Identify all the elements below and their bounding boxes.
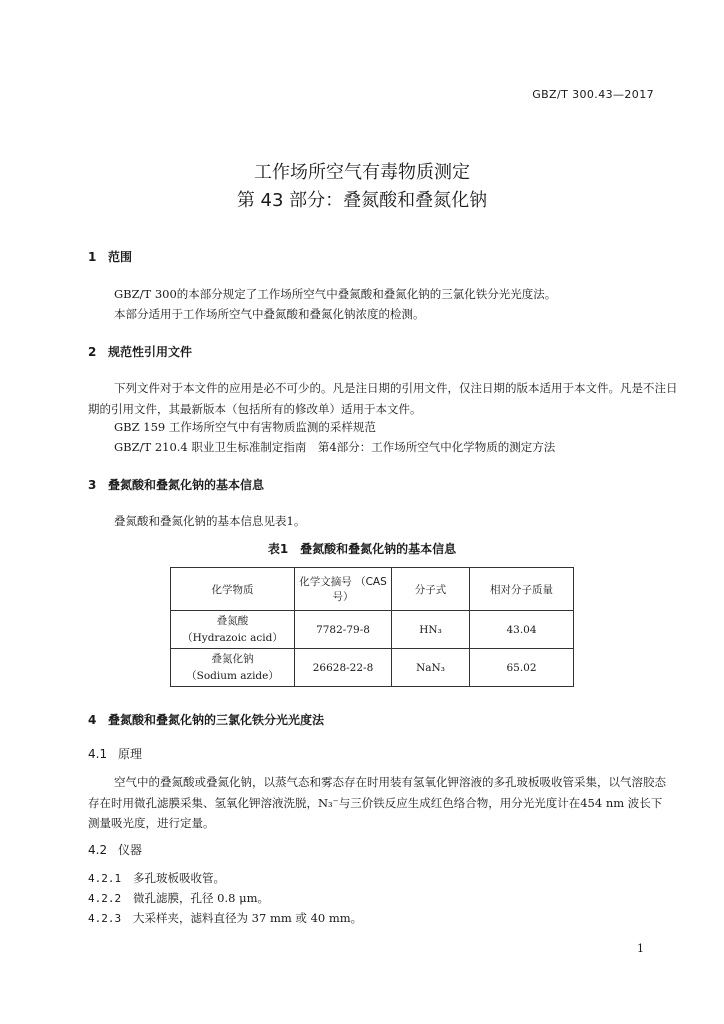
list-item — [88, 890, 269, 906]
item-text: 大采样夹，滤料直径为 37 mm 或 40 mm。 — [133, 911, 363, 925]
item-number: 4.2.2 — [88, 892, 122, 905]
section-number: 3 — [88, 478, 97, 492]
table-cell: 26628-22-8 — [295, 649, 392, 687]
table-caption: 表1 叠氮酸和叠氮化钠的基本信息 — [267, 542, 457, 556]
chemical-name-en: （Sodium azide） — [186, 669, 279, 682]
table-cell: 43.04 — [470, 611, 574, 649]
table-row — [171, 611, 574, 649]
subsection-title: 原理 — [118, 747, 143, 761]
item-number: 4.2.3 — [88, 912, 122, 925]
paragraph: 下列文件对于本文件的应用是必不可少的。凡是注日期的引用文件，仅注日期的版本适用于本文件。凡是不注日期的引用文件，其最新版本（包括所有的修改单）适用于本文件。 — [88, 381, 678, 416]
chemical-name-cn: 叠氮酸 — [216, 614, 249, 627]
section-4-heading — [88, 711, 324, 728]
table-cell — [171, 611, 295, 649]
header-line: 化学文摘号 — [299, 576, 352, 588]
section-title: 范围 — [108, 250, 133, 264]
document-subtitle: 第 43 部分：叠氮酸和叠氮化钠 — [236, 190, 488, 211]
header-cell — [295, 568, 392, 611]
header-line: （CAS号） — [332, 576, 387, 603]
section-2-heading — [88, 343, 192, 360]
section-number: 4 — [88, 713, 97, 727]
table-cell: HN₃ — [392, 611, 470, 649]
subsection-title: 仪器 — [118, 843, 143, 857]
section-title: 规范性引用文件 — [108, 345, 193, 359]
header-cell: 相对分子质量 — [470, 568, 574, 611]
table-cell: 7782-79-8 — [295, 611, 392, 649]
table-row — [171, 649, 574, 687]
subsection-4-2-heading — [88, 841, 142, 858]
section-title: 叠氮酸和叠氮化钠的基本信息 — [108, 478, 265, 492]
section-title: 叠氮酸和叠氮化钠的三氯化铁分光光度法 — [108, 713, 325, 727]
reference-item: GBZ 159 工作场所空气中有害物质监测的采样规范 — [114, 420, 376, 434]
section-3-heading — [88, 476, 264, 493]
item-number: 4.2.1 — [88, 872, 122, 885]
header-cell: 化学物质 — [171, 568, 295, 611]
chemical-name-en: （Hydrazoic acid） — [182, 631, 283, 644]
section-number: 2 — [88, 345, 97, 359]
chemical-name-cn: 叠氮化钠 — [211, 652, 254, 665]
list-item — [88, 910, 362, 926]
table-cell — [171, 649, 295, 687]
subsection-number: 4.2 — [88, 843, 108, 857]
item-text: 多孔玻板吸收管。 — [133, 871, 225, 885]
document-title: 工作场所空气有毒物质测定 — [254, 162, 470, 183]
reference-item: GBZ/T 210.4 职业卫生标准制定指南 第4部分：工作场所空气中化学物质的测定方法 — [114, 440, 556, 454]
item-text: 微孔滤膜，孔径 0.8 μm。 — [133, 891, 269, 905]
subsection-number: 4.1 — [88, 747, 108, 761]
page-number: 1 — [637, 942, 644, 955]
paragraph: GBZ/T 300的本部分规定了工作场所空气中叠氮酸和叠氮化钠的三氯化铁分光光度法。 — [114, 287, 557, 301]
standard-number: GBZ/T 300.43—2017 — [532, 88, 654, 101]
header-cell: 分子式 — [392, 568, 470, 611]
section-1-heading — [88, 248, 132, 265]
paragraph: 本部分适用于工作场所空气中叠氮酸和叠氮化钠浓度的检测。 — [114, 307, 425, 321]
table-cell: 65.02 — [470, 649, 574, 687]
section-number: 1 — [88, 250, 97, 264]
subsection-4-1-heading — [88, 745, 142, 762]
paragraph: 空气中的叠氮酸或叠氮化钠，以蒸气态和雾态存在时用装有氢氧化钾溶液的多孔玻板吸收管采集，以气溶胶态存在时用微孔滤膜采集、氢氧化钾溶液洗脱，N₃⁻与三价铁反应生成红色络合物，用分光光度计在454 nm 波长下测量吸光度，进行定量。 — [88, 775, 666, 830]
table-cell: NaN₃ — [392, 649, 470, 687]
list-item — [88, 870, 225, 886]
chemical-info-table — [170, 567, 574, 687]
table-header-row — [171, 568, 574, 611]
paragraph: 叠氮酸和叠氮化钠的基本信息见表1。 — [114, 514, 306, 528]
